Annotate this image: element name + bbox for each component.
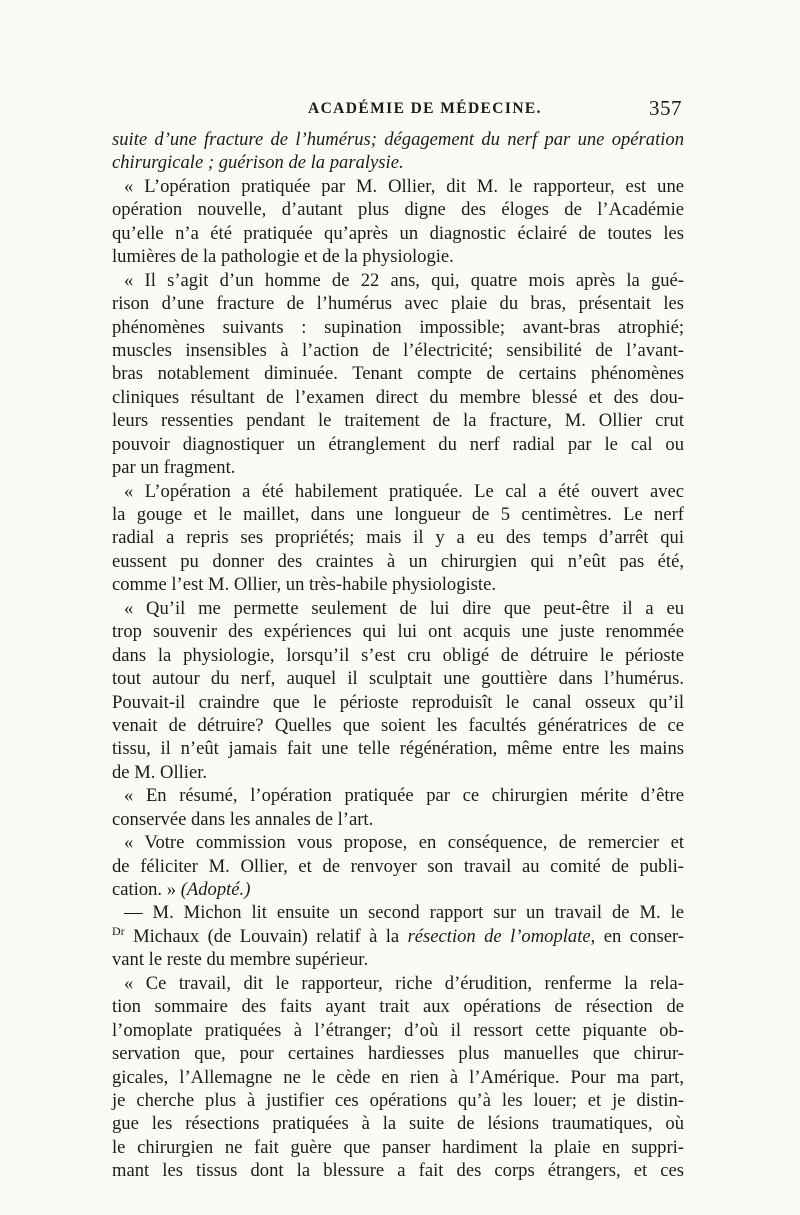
text-line: « Votre commission vous propose, en conséquence, de remercier et	[124, 832, 684, 854]
body-text	[112, 128, 684, 1183]
text-line: de M. Ollier.	[112, 761, 208, 783]
text-line: cliniques résultant de l’examen direct du membre blessé et des dou-	[112, 386, 684, 408]
text-line: vant le reste du membre supérieur.	[112, 949, 369, 971]
text-line: gue les résections pratiquées à la suite de lésions traumatiques, où	[112, 1113, 684, 1135]
text-line: gicales, l’Allemagne ne le cède en rien à l’Amérique. Pour ma part,	[112, 1066, 684, 1088]
text-line: la gouge et le maillet, dans une longueur de 5 centimètres. Le nerf	[112, 504, 684, 525]
page-header	[112, 98, 682, 124]
text-line: tion sommaire des faits ayant trait aux opérations de résection de	[112, 996, 684, 1018]
text-line: comme l’est M. Ollier, un très-habile physiologiste.	[112, 574, 496, 596]
text-line: « Ce travail, dit le rapporteur, riche d’érudition, renferme la rela-	[124, 972, 684, 994]
text-line: conservée dans les annales de l’art.	[112, 808, 374, 830]
text-line: je cherche plus à justifier ces opérations qu’à les louer; et je distin-	[112, 1089, 684, 1111]
text-line: pouvoir diagnostiquer un étranglement du nerf radial par le cal ou	[112, 433, 684, 455]
text-line: « En résumé, l’opération pratiquée par ce chirurgien mérite d’être	[124, 785, 684, 807]
text-line: l’omoplate pratiquées à l’étranger; d’où il ressort cette piquante ob-	[112, 1019, 684, 1041]
text-line: mant les tissus dont la blessure a fait des corps étrangers, et ces	[112, 1160, 684, 1182]
text-fragment: Michaux (de Louvain) relatif à la	[133, 925, 400, 947]
text-line: suite d’une fracture de l’humérus; dégagement du nerf par une opération	[112, 129, 684, 150]
text-line: « Qu’il me permette seulement de lui dire que peut-être il a eu	[124, 597, 684, 619]
text-line: qu’elle n’a été pratiquée qu’après un diagnostic éclairé de toutes les	[112, 222, 684, 244]
text-line: de féliciter M. Ollier, et de renvoyer son travail au comité de publi-	[112, 855, 684, 877]
text-line: eussent pu donner des craintes à un chirurgien qui n’eût pas été,	[112, 550, 684, 572]
resection-title: résection de l’omoplate	[407, 925, 591, 947]
text-line: rison d’une fracture de l’humérus avec plaie du bras, présentait les	[112, 293, 684, 315]
text-line: Pouvait-il craindre que le périoste reproduisît le canal osseux qu’il	[112, 691, 684, 713]
text-line: le chirurgien ne fait guère que panser hardiment la plaie en suppri-	[112, 1136, 684, 1158]
text-line: tout autour du nerf, auquel il sculptait une gouttière dans l’humérus.	[112, 668, 684, 690]
text-line: muscles insensibles à l’action de l’électricité; sensibilité de l’avant-	[112, 339, 684, 361]
text-line: chirurgicale ; guérison de la paralysie.	[112, 152, 404, 174]
text-line: par un fragment.	[112, 457, 236, 479]
text-line: tissu, il n’eût jamais fait une telle régénération, même entre les mains	[112, 738, 684, 760]
text-line: bras notablement diminuée. Tenant compte de certains phénomènes	[112, 363, 684, 385]
text-line: venait de détruire? Quelles que soient les facultés génératrices de ce	[112, 714, 684, 736]
text-line: dans la physiologie, lorsqu’il s’est cru obligé de détruire le périoste	[112, 644, 684, 666]
text-line: trop souvenir des expériences qui lui ont acquis une juste renommée	[112, 621, 684, 643]
dr-abbreviation: Dr	[112, 923, 125, 938]
text-line: opération nouvelle, d’autant plus digne des éloges de l’Académie	[112, 199, 684, 221]
text-line: radial a repris ses propriétés; mais il y a eu des temps d’arrêt qui	[112, 527, 684, 549]
text-line: phénomènes suivants : supination impossible; avant-bras atrophié;	[112, 316, 684, 338]
running-title: ACADÉMIE DE MÉDECINE.	[308, 100, 542, 117]
text-line: « L’opération a été habilement pratiquée. Le cal a été ouvert avec	[124, 480, 684, 502]
adopted-note: (Adopté.)	[180, 879, 251, 900]
text-line	[112, 878, 684, 901]
text-line	[112, 925, 684, 948]
text-line: servation que, pour certaines hardiesses plus manuelles que chirur-	[112, 1043, 684, 1065]
text-line: « L’opération pratiquée par M. Ollier, dit M. le rapporteur, est une	[124, 175, 684, 197]
text-line: lumières de la pathologie et de la physiologie.	[112, 246, 454, 268]
text-fragment: cation. »	[112, 879, 177, 900]
text-fragment: , en conser-	[590, 925, 684, 947]
page-number: 357	[649, 96, 682, 120]
text-line: — M. Michon lit ensuite un second rapport sur un travail de M. le	[124, 902, 684, 924]
text-line: « Il s’agit d’un homme de 22 ans, qui, quatre mois après la gué-	[124, 269, 684, 291]
text-line: leurs ressenties pendant le traitement de la fracture, M. Ollier crut	[112, 410, 684, 432]
